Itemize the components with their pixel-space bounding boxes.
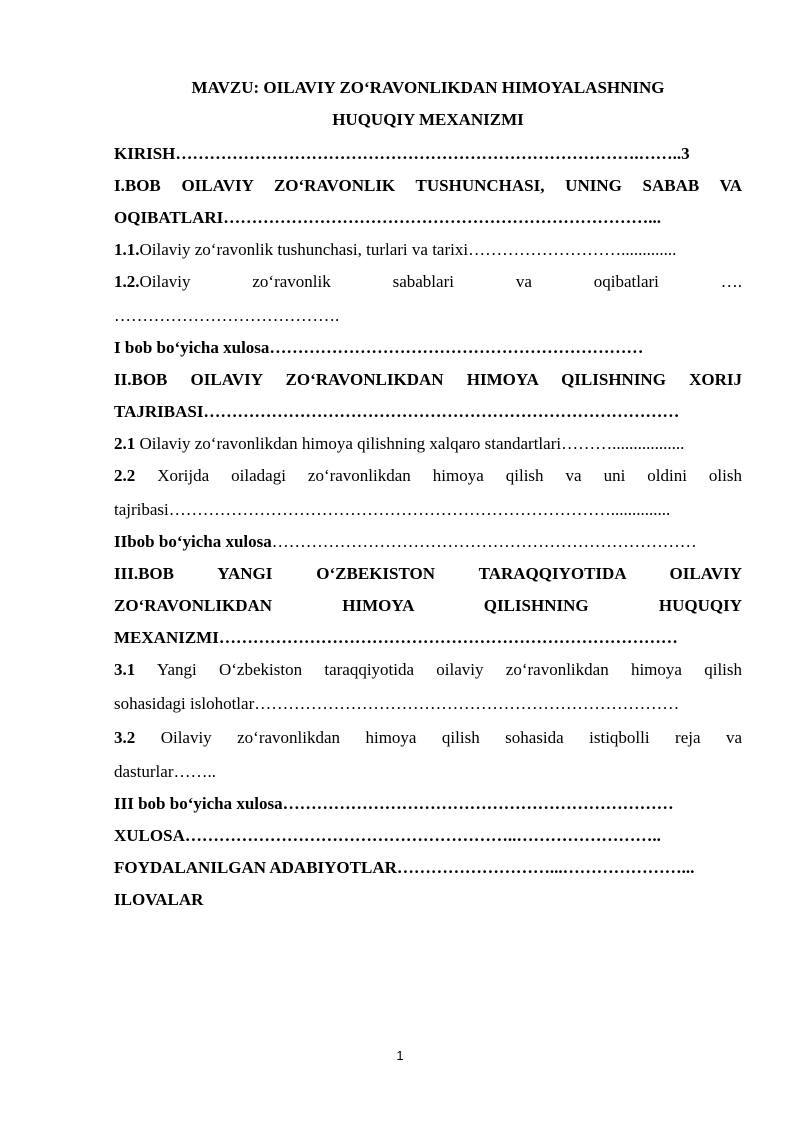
section-number: 3.1 [114,660,136,679]
section-number: 3.2 [114,728,136,747]
title-line-1: MAVZU: OILAVIY ZO‘RAVONLIKDAN HIMOYALASHNING [191,78,665,97]
toc-bob2-line2: TAJRIBASI………………………………………………………………………… [114,402,680,421]
title-line-2: HUQUQIY MEXANIZMI [332,110,524,129]
section-number: 2.2 [114,466,136,485]
toc-section-1-2-dots: …………………………………. [114,306,340,325]
summary-label: IIbob bo‘yicha xulosa [114,532,272,551]
toc-section-3-1-line2: sohasidagi islohotlar………………………………………………………………… [114,694,680,713]
toc-bob3-summary: III bob bo‘yicha xulosa…………………………………………………………… [114,794,674,813]
section-text: Oilaviy zo‘ravonlikdan himoya qilishning xalqaro standartlari………................. [135,434,685,453]
toc-section-1-1 [114,240,742,260]
toc-section-3-2 [114,728,742,748]
toc-section-2-2-line2: tajribasi…………………………………………………………………….............. [114,500,671,519]
toc-section-3-1 [114,660,742,680]
toc-bob1-summary: I bob bo‘yicha xulosa………………………………………………………… [114,338,644,357]
toc-xulosa: XULOSA…………………………………………………..…………………….. [114,826,661,845]
toc-bob3-line3: MEXANIZMI……………………………………………………………………… [114,628,678,647]
section-number: 2.1 [114,434,136,453]
toc-bob2-line1: II.BOB OILAVIY ZO‘RAVONLIKDAN HIMOYA QILISHNING XORIJ [114,370,742,389]
toc-section-1-2 [114,272,742,292]
toc-adabiyotlar: FOYDALANILGAN ADABIYOTLAR………………………...…………………... [114,858,695,877]
section-text: Oilaviy zo‘ravonlik tushunchasi, turlari va tarixi………………………............. [139,240,677,259]
toc-bob1-line1: I.BOB OILAVIY ZO‘RAVONLIK TUSHUNCHASI, UNING SABAB VA [114,176,742,195]
section-number: 1.2. [114,272,140,291]
section-text: Oilaviy zo‘ravonlik sabablari va oqibatlari …. [139,272,742,291]
toc-bob1-line2: OQIBATLARI…………………………………………………………………... [114,208,662,227]
section-text: Xorijda oiladagi zo‘ravonlikdan himoya qilish va uni oldini olish [135,466,742,485]
toc-kirish: KIRISH……………………………………………………………………….……..3 [114,144,690,163]
section-number: 1.1. [114,240,140,259]
section-text: Oilaviy zo‘ravonlikdan himoya qilish sohasida istiqbolli reja va [135,728,742,747]
page-number: 1 [396,1048,404,1063]
toc-bob3-line2: ZO‘RAVONLIKDAN HIMOYA QILISHNING HUQUQIY [114,596,742,615]
toc-section-2-2 [114,466,742,486]
toc-section-2-1 [114,434,742,454]
toc-section-3-2-line2: dasturlar…….. [114,762,216,781]
summary-dots: ………………………………………………………………… [271,532,697,551]
toc-ilovalar: ILOVALAR [114,890,204,909]
toc-bob3-line1: III.BOB YANGI O‘ZBEKISTON TARAQQIYOTIDA OILAVIY [114,564,742,583]
toc-bob2-summary [114,532,742,552]
section-text: Yangi O‘zbekiston taraqqiyotida oilaviy zo‘ravonlikdan himoya qilish [135,660,742,679]
